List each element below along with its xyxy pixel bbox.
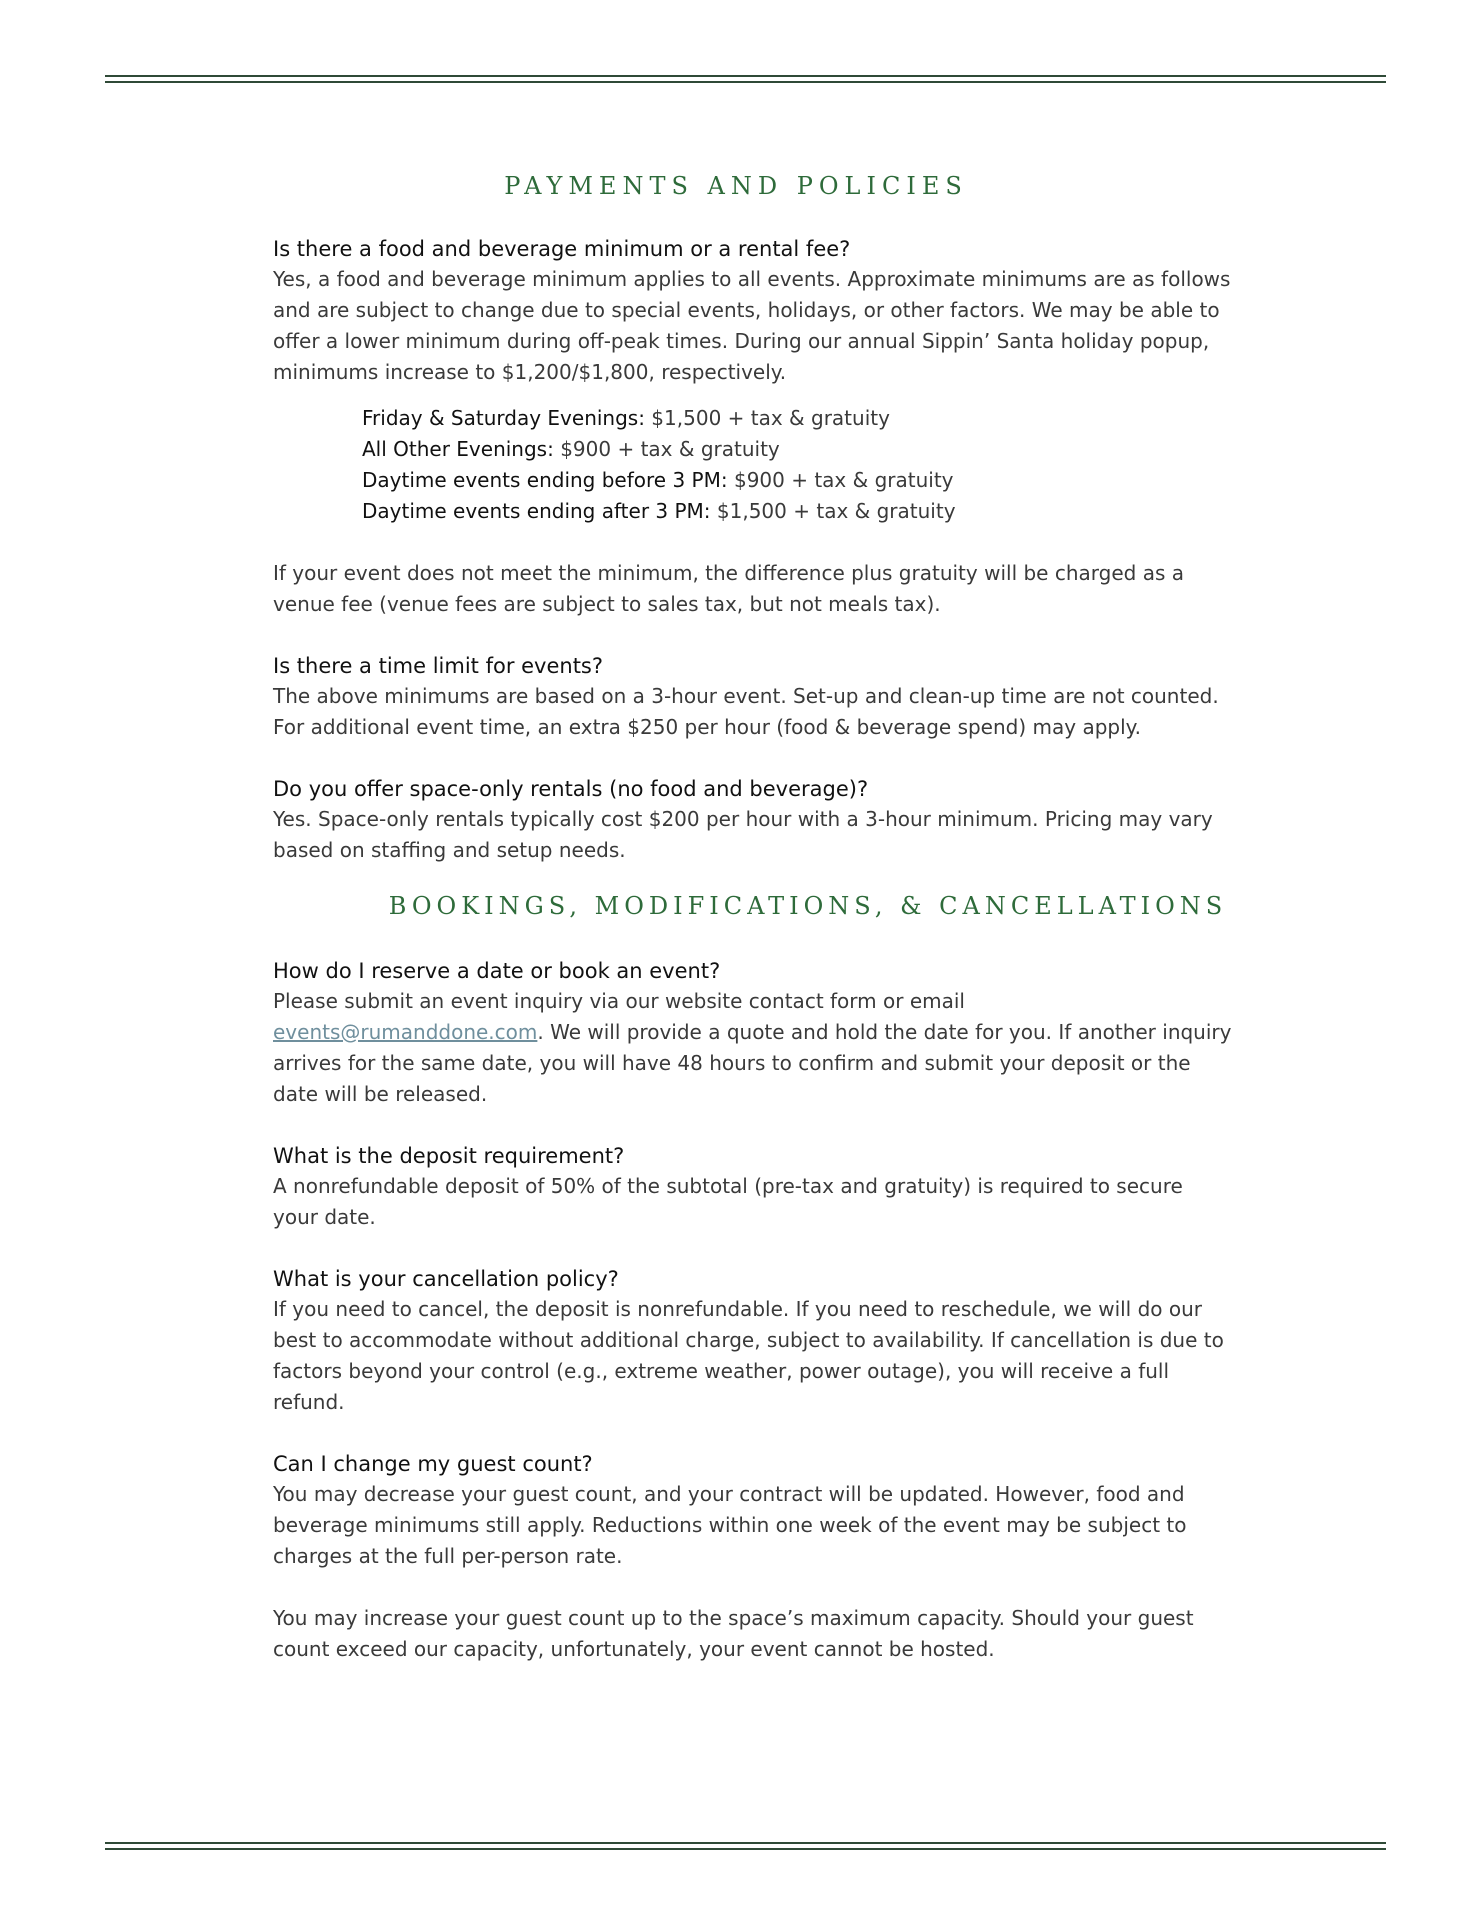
minimum-row: [362, 496, 1233, 527]
bookings-section-title: BOOKINGS, MODIFICATIONS, & CANCELLATIONS: [388, 892, 1228, 920]
faq-minimum-fee: [273, 234, 1233, 388]
top-double-rule: [105, 75, 1386, 83]
faq-question: What is the deposit requirement?: [273, 1144, 625, 1168]
minimum-label: All Other Evenings:: [362, 437, 554, 461]
faq-guest-count: [273, 1449, 1233, 1665]
faq-answer: Yes. Space-only rentals typically cost $200 per hour with a 3-hour minimum. Pricing may vary based on staffing and setup needs.: [273, 807, 1213, 862]
payments-section-title: PAYMENTS AND POLICIES: [504, 172, 968, 200]
faq-answer: [273, 986, 1233, 1110]
faq-answer: You may decrease your guest count, and your contract will be updated. However, food and beverage minimums still apply. Reductions within one week of the event may be subject to charges at the full per-person rate.: [273, 1482, 1187, 1568]
minimum-row: [362, 465, 1233, 496]
minimums-list: [362, 403, 1233, 527]
email-link[interactable]: events@rumanddone.com: [273, 1020, 538, 1044]
faq-cancellation: [273, 1264, 1233, 1418]
faq-time-limit: [273, 651, 1233, 743]
faq-question: Is there a time limit for events?: [273, 654, 604, 678]
faq-answer: A nonrefundable deposit of 50% of the subtotal (pre-tax and gratuity) is required to secure your date.: [273, 1174, 1183, 1229]
venue-fee-text: If your event does not meet the minimum, the difference plus gratuity will be charged as a venue fee (venue fees are subject to sales tax, but not meals tax).: [273, 561, 1184, 616]
document-content: [273, 172, 1233, 1696]
faq-reserve: [273, 956, 1233, 1110]
faq-question: Can I change my guest count?: [273, 1452, 593, 1476]
faq-question: Do you offer space-only rentals (no food and beverage)?: [273, 777, 869, 801]
minimum-label: Daytime events ending after 3 PM:: [362, 499, 711, 523]
minimum-row: [362, 434, 1233, 465]
answer-text: . We will provide a quote and hold the date for you. If another inquiry arrives for the same date, you will have 48 hours to confirm and submit your deposit or the date will be released.: [273, 1020, 1232, 1106]
venue-fee-note: [273, 558, 1233, 620]
faq-answer-continued: You may increase your guest count up to the space’s maximum capacity. Should your guest count exceed our capacity, unfortunately, your event cannot be hosted.: [273, 1606, 1194, 1661]
faq-answer: If you need to cancel, the deposit is nonrefundable. If you need to reschedule, we will do our best to accommodate without additional charge, subject to availability. If cancellation is due to factors beyond your control (e.g., extreme weather, power outage), you will receive a full refund.: [273, 1297, 1224, 1414]
faq-answer: The above minimums are based on a 3-hour event. Set-up and clean-up time are not counted. For additional event time, an extra $250 per hour (food & beverage spend) may apply.: [273, 684, 1219, 739]
minimum-value: $900 + tax & gratuity: [727, 468, 954, 492]
faq-question: Is there a food and beverage minimum or a rental fee?: [273, 237, 851, 261]
minimum-value: $1,500 + tax & gratuity: [644, 406, 890, 430]
faq-question: How do I reserve a date or book an event?: [273, 959, 721, 983]
bottom-double-rule: [105, 1842, 1386, 1850]
minimum-label: Friday & Saturday Evenings:: [362, 406, 645, 430]
faq-space-only: [273, 774, 1233, 866]
minimum-row: [362, 403, 1233, 434]
faq-answer: Yes, a food and beverage minimum applies to all events. Approximate minimums are as follows and are subject to change due to special events, holidays, or other factors. We may be able to offer a lower minimum during off-peak times. During our annual Sippin’ Santa holiday popup, minimums increase to $1,200/$1,800, respectively.: [273, 267, 1231, 384]
minimum-value: $900 + tax & gratuity: [553, 437, 780, 461]
minimum-label: Daytime events ending before 3 PM:: [362, 468, 728, 492]
faq-question: What is your cancellation policy?: [273, 1267, 619, 1291]
minimum-value: $1,500 + tax & gratuity: [710, 499, 956, 523]
faq-deposit: [273, 1141, 1233, 1233]
answer-text: Please submit an event inquiry via our website contact form or email: [273, 989, 965, 1013]
